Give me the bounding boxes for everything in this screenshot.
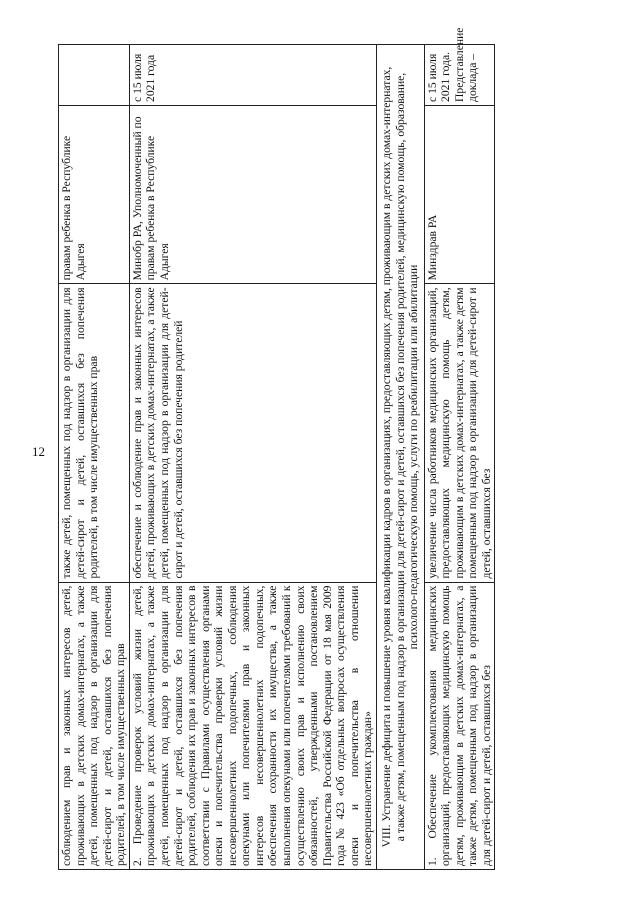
measure-text: 1. Обеспечение укомплектования медицинских организаций, предоставляющих медицинскую помощь детям, проживающим в детских домах-интернатах, а также детям, помещенным под надзор в организации для детей-сирот и детей, оставшихся без <box>425 585 493 866</box>
executor-cell <box>59 105 130 283</box>
result-cell <box>59 284 130 582</box>
measure-cell <box>424 582 495 869</box>
table-row <box>424 45 495 870</box>
result-cell <box>424 284 495 582</box>
measure-text: соблюдением прав и законных интересов детей, проживающих в детских домах-интернатах, а также детей, помещенных под надзор в организации для детей-сирот и детей, оставшихся без попечения родителей, в том числе имущественных прав <box>60 585 128 866</box>
result-cell <box>129 284 376 582</box>
executor-cell <box>424 105 495 283</box>
result-text: также детей, помещенных под надзор в организации для детей-сирот и детей, оставшихся без попечения родителей, в том числе имущественных прав <box>60 287 101 579</box>
action-plan-table <box>58 27 495 870</box>
deadline-text: с 15 июля 2021 года <box>130 53 158 102</box>
result-text: обеспечение и соблюдение прав и законных интересов детей, проживающих в детских домах-интернатах, а также детей, помещенных под надзор в организации для детей-сирот и детей, оставшихся без попечения родителей <box>130 287 185 579</box>
deadline-cell <box>424 27 495 106</box>
section-heading: VIII. Устранение дефицита и повышение уровня квалификации кадров в организациях, предоставляющих детям, проживающим в детских домах-интернатах, а также детям, помещенным под надзор в организации для детей-сирот и детей, оставшихся без попечения родителей, медицинскую помощь, образование, психолого-педагогическую помощь, услуги по реабилитации или абилитации <box>376 45 424 870</box>
deadline-cell <box>129 45 376 106</box>
table-row <box>129 45 376 870</box>
rotated-table-container <box>58 27 630 870</box>
measure-cell <box>129 582 376 869</box>
table-row <box>59 45 130 870</box>
deadline-cell <box>59 45 130 106</box>
executor-text: правам ребенка в Республике Адыгея <box>60 135 87 281</box>
executor-text: Минобр РА, Уполномоченный по правам ребенка в Республике Адыгея <box>130 116 171 281</box>
deadline-text: с 15 июля 2021 года. Представление доклада – <box>425 27 480 102</box>
page-number: 12 <box>32 444 45 459</box>
result-text: увеличение числа работников медицинских организаций, предоставляющих медицинскую помощь детям, проживающим в детских домах-интернатах, а также детям помещенным под надзор в организации для детей-сирот и детей, оставшихся без <box>425 287 493 579</box>
measure-cell <box>59 582 130 869</box>
measure-text: 2. Проведение проверок условий жизни детей, проживающих в детских домах-интернатах, а также детей, помещенных под надзор в организации для детей-сирот и детей, оставшихся без попечения родителей, соблюдения их прав и законных интересов в соответствии с Правилами осуществления органами опеки и попечительства проверки условий жизни несовершеннолетних подопечных, соблюдения опекунами или попечителями прав и законных интересов несовершеннолетних подопечных, обеспечения сохранности их имущества, а также выполнения опекунами или попечителями требований к осуществлению своих прав и исполнению своих обязанностей, утвержденными постановлением Правительства Российской Федерации от 18 мая 2009 года № 423 «Об отдельных вопросах осуществления опеки и попечительства в отношении несовершеннолетних граждан» <box>130 585 375 866</box>
section-row <box>376 45 424 870</box>
executor-text: Минздрав РА <box>425 214 439 281</box>
executor-cell <box>129 105 376 283</box>
